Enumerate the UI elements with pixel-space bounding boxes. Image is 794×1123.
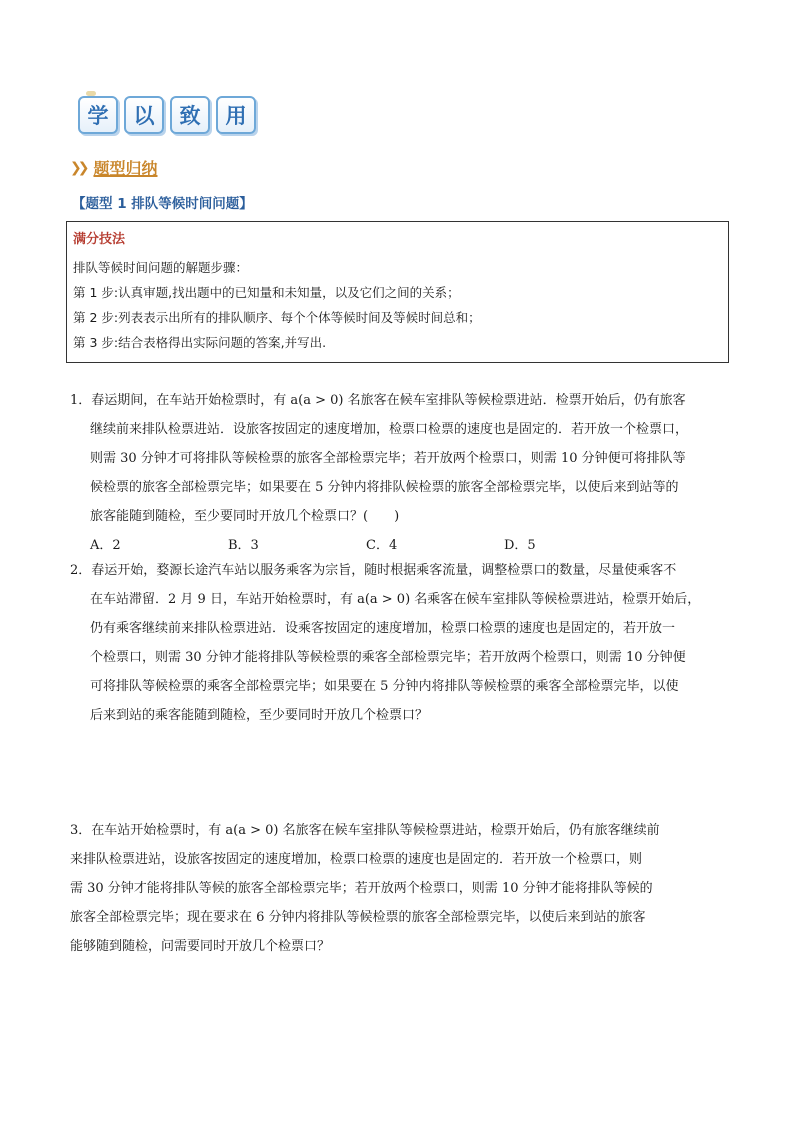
tips-line: 排队等候时间问题的解题步骤： [73,260,249,275]
banner-xue-yi-zhi-yong [78,96,256,134]
banner-tile [78,96,118,134]
question-line: 能够随到随检，问需要同时开放几个检票口？ [70,939,331,954]
banner-char: 以 [133,104,155,128]
tips-box [66,221,729,363]
option-b: B．3 [228,538,259,553]
question-line: 1．春运期间，在车站开始检票时，有 a(a > 0) 名旅客在候车室排队等候检票进站．检票开始后，仍有旅客 [70,393,686,408]
section-title: 题型归纳 [93,159,158,178]
question-line: 需 30 分钟才能将排队等候的旅客全部检票完毕；若开放两个检票口，则需 10 分钟才能将排队等候的 [70,881,653,896]
option-a: A．2 [90,538,121,553]
question-line: 候检票的旅客全部检票完毕；如果要在 5 分钟内将排队候检票的旅客全部检票完毕，以使后来到站等的 [90,480,679,495]
question-line: 可将排队等候检票的乘客全部检票完毕；如果要在 5 分钟内将排队等候检票的乘客全部检票完毕，以使 [90,679,679,694]
question-line: 2．春运开始，婺源长途汽车站以服务乘客为宗旨，随时根据乘客流量，调整检票口的数量，尽量使乘客不 [70,563,677,578]
question-line: 旅客能随到随检，至少要同时开放几个检票口？( ) [90,509,400,524]
banner-char: 用 [225,104,247,128]
tips-line: 第 3 步:结合表格得出实际问题的答案,并写出. [73,335,327,350]
banner-tile [216,96,256,134]
section-heading [70,156,157,179]
question-line: 在车站滞留．2 月 9 日，车站开始检票时，有 a(a > 0) 名乘客在候车室排队等候检票进站，检票开始后， [90,592,701,607]
question-line: 来排队检票进站，设旅客按固定的速度增加，检票口检票的速度也是固定的．若开放一个检票口，则 [70,852,643,867]
question-line: 3．在车站开始检票时，有 a(a > 0) 名旅客在候车室排队等候检票进站，检票开始后，仍有旅客继续前 [70,823,660,838]
decoration-dots [86,91,96,96]
banner-tile [170,96,210,134]
question-line: 个检票口，则需 30 分钟才能将排队等候检票的乘客全部检票完毕；若开放两个检票口，则需 10 分钟便 [90,650,686,665]
question-2 [70,556,730,730]
option-c: C．4 [366,538,398,553]
double-chevron-icon: ❯❯ [70,159,86,176]
question-line: 仍有乘客继续前来排队检票进站．设乘客按固定的速度增加，检票口检票的速度也是固定的，若开放一 [90,621,676,636]
option-d: D．5 [504,538,536,553]
question-line: 后来到站的乘客能随到随检，至少要同时开放几个检票口？ [90,708,429,723]
banner-char: 学 [87,104,109,128]
tips-title: 满分技法 [73,232,126,247]
banner-tile [124,96,164,134]
question-line: 则需 30 分钟才可将排队等候检票的旅客全部检票完毕；若开放两个检票口，则需 10 分钟便可将排队等 [90,451,686,466]
banner-char: 致 [179,104,201,128]
tips-line: 第 1 步:认真审题,找出题中的已知量和未知量，以及它们之间的关系； [73,285,460,300]
question-3 [70,816,730,961]
tips-line: 第 2 步:列表表示出所有的排队顺序、每个个体等候时间及等候时间总和； [73,310,481,325]
problem-type-title: 【题型 1 排队等候时间问题】 [72,196,253,212]
question-line: 旅客全部检票完毕；现在要求在 6 分钟内将排队等候检票的旅客全部检票完毕，以使后来到站的旅客 [70,910,646,925]
question-1 [70,386,730,560]
question-line: 继续前来排队检票进站．设旅客按固定的速度增加，检票口检票的速度也是固定的．若开放一个检票口， [90,422,689,437]
